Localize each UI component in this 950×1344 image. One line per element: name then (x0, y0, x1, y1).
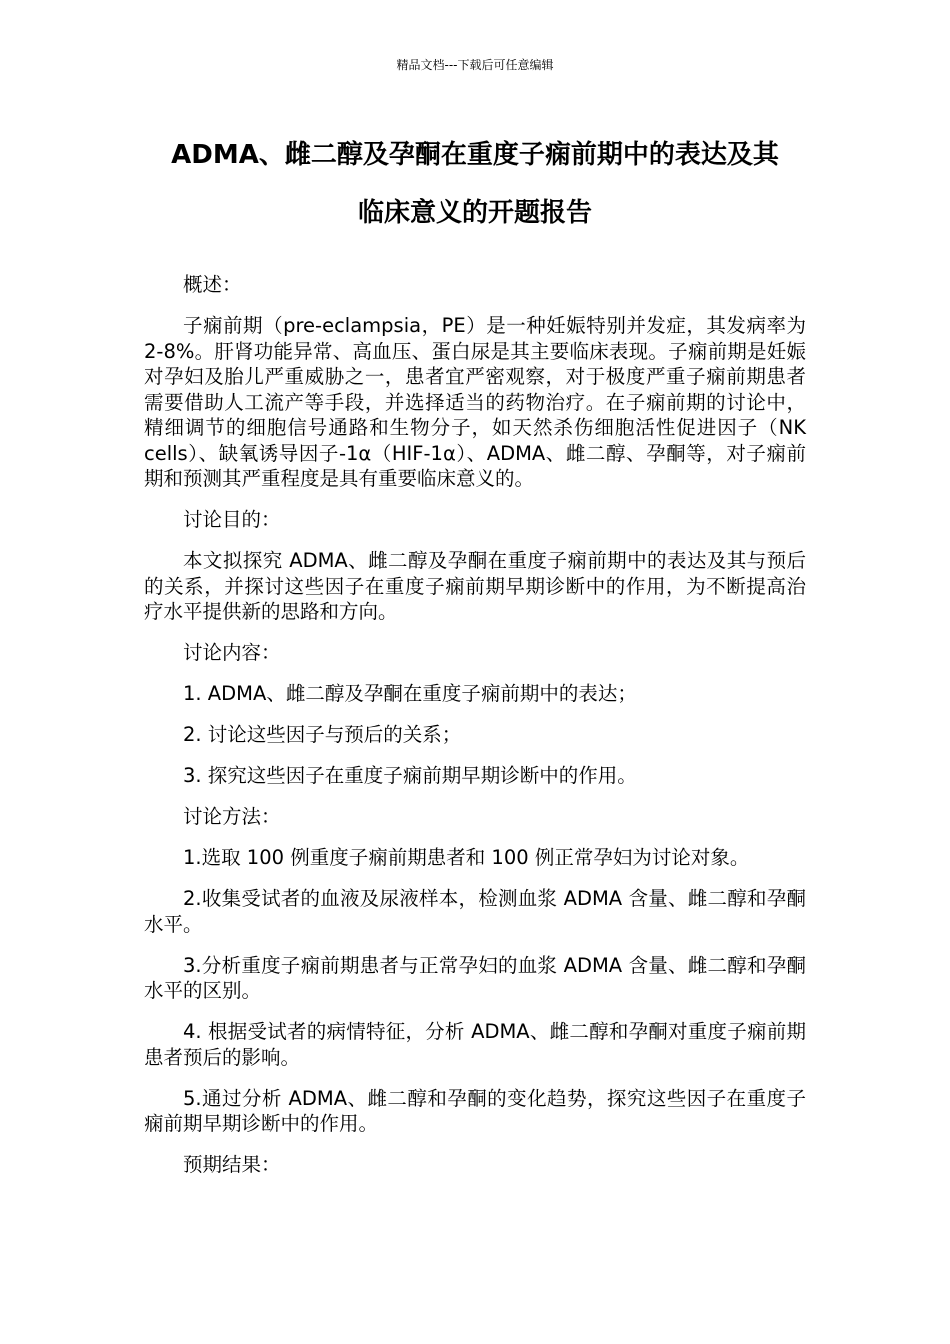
purpose-heading: 讨论目的： (183, 508, 281, 531)
method-item: 3.分析重度子痫前期患者与正常孕妇的血浆 ADMA 含量、雌二醇和孕酮水平的区别。 (144, 953, 806, 1002)
content-item: 3. 探究这些因子在重度子痫前期早期诊断中的作用。 (183, 764, 637, 787)
content-heading: 讨论内容： (183, 641, 281, 664)
header-note: 精品文档---下载后可任意编辑 (396, 58, 554, 72)
content-item: 1. ADMA、雌二醇及孕酮在重度子痫前期中的表达； (183, 682, 637, 705)
document-body (144, 272, 806, 1193)
method-item: 5.通过分析 ADMA、雌二醇和孕酮的变化趋势，探究这些因子在重度子痫前期早期诊断中的作用。 (144, 1086, 806, 1135)
method-item: 4. 根据受试者的病情特征，分析 ADMA、雌二醇和孕酮对重度子痫前期患者预后的影响。 (144, 1020, 806, 1069)
method-item: 2.收集受试者的血液及尿液样本，检测血浆 ADMA 含量、雌二醇和孕酮水平。 (144, 887, 806, 936)
document-title-line-1: ADMA、雌二醇及孕酮在重度子痫前期中的表达及其 (171, 140, 779, 170)
document-title-line-2: 临床意义的开题报告 (357, 198, 592, 228)
content-item: 2. 讨论这些因子与预后的关系； (183, 723, 462, 746)
method-heading: 讨论方法： (183, 805, 281, 828)
overview-heading: 概述： (183, 273, 242, 296)
method-item: 1.选取 100 例重度子痫前期患者和 100 例正常孕妇为讨论对象。 (183, 846, 750, 869)
results-heading: 预期结果： (183, 1153, 281, 1176)
overview-paragraph: 子痫前期（pre-eclampsia，PE）是一种妊娠特别并发症，其发病率为 2-8%。肝肾功能异常、高血压、蛋白尿是其主要临床表现。子痫前期是妊娠对孕妇及胎儿严重威胁之一，患者宜严密观察，对于极度严重子痫前期患者需要借助人工流产等手段，并选择适当的药物治疗。在子痫前期的讨论中，精细调节的细胞信号通路和生物分子，如天然杀伤细胞活性促进因子（NK cells）、缺氧诱导因子-1α（HIF-1α）、ADMA、雌二醇、孕酮等，对子痫前期和预测其严重程度是具有重要临床意义的。 (144, 314, 806, 490)
purpose-paragraph: 本文拟探究 ADMA、雌二醇及孕酮在重度子痫前期中的表达及其与预后的关系，并探讨这些因子在重度子痫前期早期诊断中的作用，为不断提高治疗水平提供新的思路和方向。 (144, 549, 806, 623)
